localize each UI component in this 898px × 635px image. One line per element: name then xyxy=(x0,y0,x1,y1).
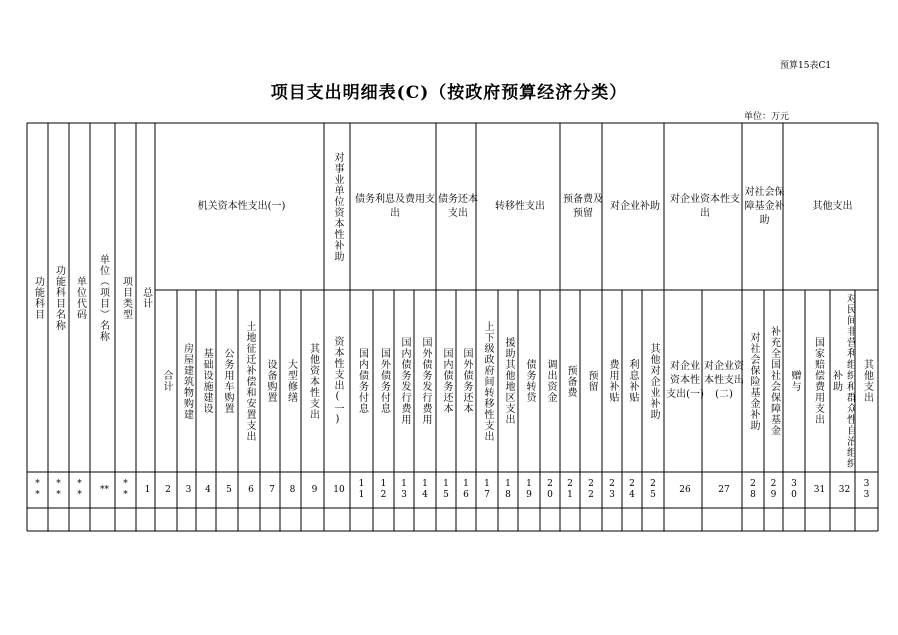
row-code-b: ** xyxy=(53,479,64,501)
row-number-23: 23 xyxy=(607,479,617,501)
row-number-17: 17 xyxy=(482,479,492,501)
group-header-g10: 其他支出 xyxy=(812,200,853,212)
row-code-a: ** xyxy=(32,479,43,501)
row-number-24: 24 xyxy=(627,479,637,501)
sub-header-2: 房屋建筑物购建 xyxy=(181,342,193,420)
sub-header-24: 其他对企业补助 xyxy=(648,342,659,420)
row-code-d: ** xyxy=(100,485,109,495)
row-number-25: 25 xyxy=(648,479,658,501)
sub-header-9: 资本性支出(一) xyxy=(332,336,343,426)
row-number-31: 31 xyxy=(813,485,826,495)
unit-label: 单位：万元 xyxy=(744,112,790,122)
row-number-10: 10 xyxy=(333,485,345,495)
group-header-g5: 转移性支出 xyxy=(495,200,545,212)
sub-header-12: 国内债务发行费用 xyxy=(399,337,410,425)
row-number-21: 21 xyxy=(565,479,575,501)
sub-header-22: 费用补贴 xyxy=(607,359,618,403)
sub-header-4: 公务用车购置 xyxy=(222,348,233,414)
row-number-33: 33 xyxy=(861,479,872,501)
sub-header-13: 国外债务发行费用 xyxy=(420,337,431,425)
sub-header-5: 土地征迁补偿和安置支出 xyxy=(244,320,255,442)
group-header-g7: 对企业补助 xyxy=(610,200,660,212)
form-number: 预算15表C1 xyxy=(780,61,832,71)
row-number-19: 19 xyxy=(524,479,534,501)
row-number-22: 22 xyxy=(586,479,596,501)
row-number-13: 13 xyxy=(399,479,409,501)
row-number-28: 28 xyxy=(748,479,758,501)
sub-header-23: 利息补贴 xyxy=(627,359,638,403)
sub-header-31: 对民间非营利组织和群众性自治组织补助 xyxy=(830,293,855,469)
page-title: 项目支出明细表(C)（按政府预算经济分类） xyxy=(270,83,628,103)
sub-header-27: 对社会保险基金补助 xyxy=(748,331,759,431)
sub-header-26: 对企业资本性支出(二) xyxy=(704,361,744,400)
row-number-5: 5 xyxy=(226,485,232,495)
row-number-30: 30 xyxy=(789,479,799,501)
row-number-18: 18 xyxy=(503,479,513,501)
sub-header-30: 国家赔偿费用支出 xyxy=(812,337,824,425)
header-unit-project-name: 单位（项目）名称 xyxy=(97,253,109,342)
group-header-g8: 对企业资本性支出 xyxy=(670,193,740,219)
header-unit-code: 单位代码 xyxy=(74,275,86,320)
sub-header-8: 其他资本性支出 xyxy=(307,342,319,420)
row-number-1: 1 xyxy=(144,485,151,495)
sub-header-3: 基础设施建设 xyxy=(201,348,212,414)
row-number-27: 27 xyxy=(718,485,730,495)
row-number-2: 2 xyxy=(165,485,171,495)
group-header-g6: 预备费及预留 xyxy=(563,193,603,219)
sub-header-21: 预留 xyxy=(586,370,597,392)
row-number-16: 16 xyxy=(461,479,471,501)
header-func-subject-name: 功能科目名称 xyxy=(53,264,65,331)
sub-header-1: 合计 xyxy=(161,370,172,392)
group-header-g1: 机关资本性支出(一) xyxy=(197,200,286,212)
sub-header-32: 其他支出 xyxy=(861,359,873,403)
header-project-type: 项目类型 xyxy=(120,275,132,320)
group-header-g2: 对事业单位资本性补助 xyxy=(332,151,343,262)
group-header-g4: 债务还本支出 xyxy=(438,193,478,219)
row-number-11: 11 xyxy=(356,479,367,501)
sub-header-19: 调出资金 xyxy=(545,359,556,403)
row-number-7: 7 xyxy=(269,485,275,495)
header-total: 总计 xyxy=(140,286,152,309)
group-header-g9: 对社会保障基金补助 xyxy=(744,186,785,226)
row-number-6: 6 xyxy=(248,485,254,495)
sub-header-28: 补充全国社会保障基金 xyxy=(768,326,780,436)
row-number-20: 20 xyxy=(545,479,555,501)
sub-header-10: 国内债务付息 xyxy=(356,348,368,414)
row-number-15: 15 xyxy=(441,479,451,501)
sub-header-14: 国内债务还本 xyxy=(441,348,452,414)
sub-header-17: 援助其他地区支出 xyxy=(503,337,514,425)
sub-header-16: 上下级政府间转移性支出 xyxy=(482,320,493,442)
sub-header-25: 对企业资本性支出(一) xyxy=(666,361,704,400)
row-code-c: ** xyxy=(74,479,85,501)
group-header-g3: 债务利息及费用支出 xyxy=(355,193,435,219)
row-code-e: ** xyxy=(120,479,131,501)
sub-header-18: 债务转贷 xyxy=(524,359,535,403)
row-number-4: 4 xyxy=(205,485,211,495)
row-number-12: 12 xyxy=(378,479,389,501)
sub-header-15: 国外债务还本 xyxy=(461,348,472,414)
sub-header-7: 大型修缮 xyxy=(285,359,297,403)
sub-header-20: 预备费 xyxy=(565,364,576,398)
row-number-3: 3 xyxy=(185,485,192,495)
header-func-subject: 功能科目 xyxy=(32,275,44,320)
row-number-9: 9 xyxy=(311,485,318,495)
row-number-14: 14 xyxy=(420,479,430,501)
sub-header-6: 设备购置 xyxy=(265,359,276,403)
row-number-26: 26 xyxy=(679,485,691,495)
row-number-8: 8 xyxy=(289,485,296,495)
sub-header-11: 国外债务付息 xyxy=(378,348,390,414)
row-number-32: 32 xyxy=(838,485,851,495)
row-number-29: 29 xyxy=(768,479,779,501)
sub-header-29: 赠与 xyxy=(789,370,800,392)
